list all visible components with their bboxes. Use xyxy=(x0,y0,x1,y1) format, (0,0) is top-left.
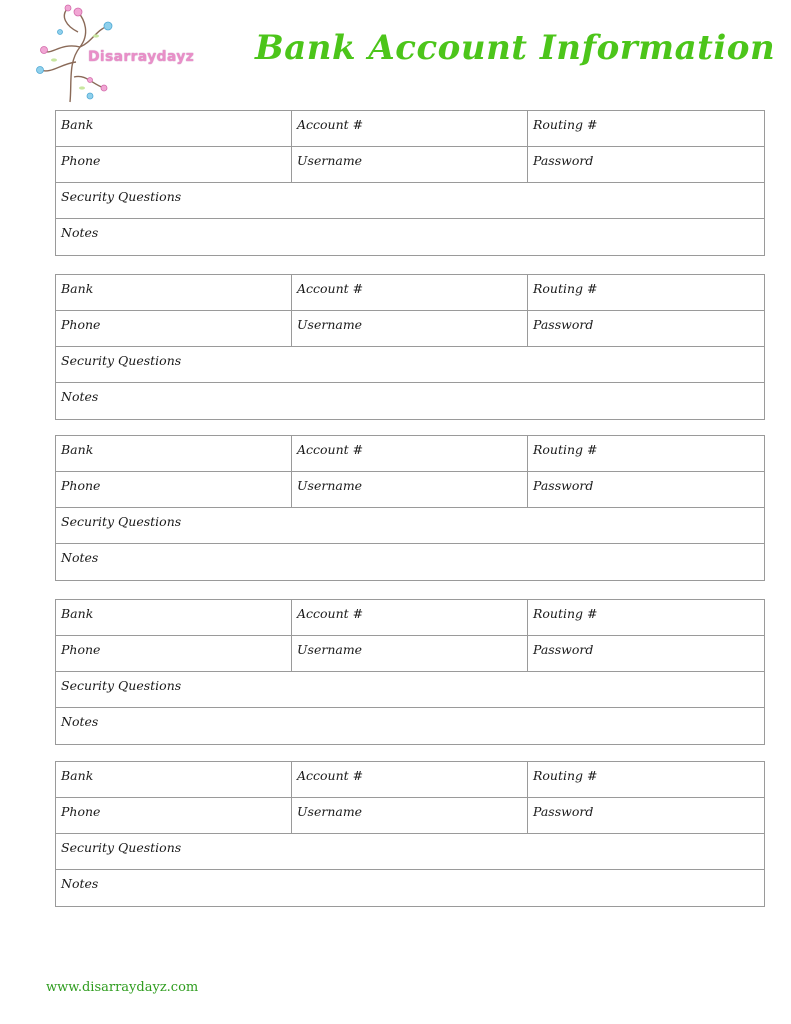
account-number-field[interactable]: Account # xyxy=(292,436,528,471)
account-row-2 xyxy=(56,636,764,672)
password-field[interactable]: Password xyxy=(533,642,594,657)
routing-number-field[interactable]: Routing # xyxy=(533,768,598,783)
password-field[interactable]: Password xyxy=(533,804,594,819)
account-block xyxy=(55,274,765,420)
account-row-2 xyxy=(56,311,764,347)
phone-field[interactable]: Phone xyxy=(56,472,292,507)
username-field[interactable]: Username xyxy=(292,798,528,833)
bank-field[interactable]: Bank xyxy=(56,111,292,146)
account-block xyxy=(55,110,765,256)
username-field[interactable]: Username xyxy=(292,636,528,671)
account-row-4 xyxy=(56,383,764,419)
notes-field[interactable]: Notes xyxy=(61,876,99,891)
security-questions-field[interactable]: Security Questions xyxy=(61,353,182,368)
page-title: Bank Account Information xyxy=(255,28,776,68)
username-field[interactable]: Username xyxy=(292,472,528,507)
account-number-field[interactable]: Account # xyxy=(292,275,528,310)
password-field[interactable]: Password xyxy=(533,153,594,168)
account-row-1 xyxy=(56,762,764,798)
bank-field[interactable]: Bank xyxy=(56,600,292,635)
routing-number-field[interactable]: Routing # xyxy=(533,442,598,457)
username-field[interactable]: Username xyxy=(292,147,528,182)
bank-field[interactable]: Bank xyxy=(56,762,292,797)
routing-number-field[interactable]: Routing # xyxy=(533,281,598,296)
account-row-1 xyxy=(56,275,764,311)
brand-name: Disarraydayz xyxy=(88,49,195,65)
account-row-4 xyxy=(56,219,764,255)
notes-field[interactable]: Notes xyxy=(61,225,99,240)
routing-number-field[interactable]: Routing # xyxy=(533,117,598,132)
phone-field[interactable]: Phone xyxy=(56,798,292,833)
notes-field[interactable]: Notes xyxy=(61,714,99,729)
security-questions-field[interactable]: Security Questions xyxy=(61,189,182,204)
account-row-2 xyxy=(56,472,764,508)
security-questions-field[interactable]: Security Questions xyxy=(61,840,182,855)
account-row-4 xyxy=(56,544,764,580)
account-block xyxy=(55,435,765,581)
brand-logo xyxy=(30,2,205,104)
security-questions-field[interactable]: Security Questions xyxy=(61,678,182,693)
security-questions-field[interactable]: Security Questions xyxy=(61,514,182,529)
bank-field[interactable]: Bank xyxy=(56,275,292,310)
account-row-4 xyxy=(56,870,764,906)
account-block xyxy=(55,761,765,907)
account-number-field[interactable]: Account # xyxy=(292,600,528,635)
account-row-4 xyxy=(56,708,764,744)
password-field[interactable]: Password xyxy=(533,478,594,493)
account-row-1 xyxy=(56,111,764,147)
account-row-2 xyxy=(56,147,764,183)
account-row-3 xyxy=(56,508,764,544)
phone-field[interactable]: Phone xyxy=(56,636,292,671)
phone-field[interactable]: Phone xyxy=(56,311,292,346)
account-row-3 xyxy=(56,183,764,219)
account-row-3 xyxy=(56,672,764,708)
bank-field[interactable]: Bank xyxy=(56,436,292,471)
username-field[interactable]: Username xyxy=(292,311,528,346)
account-row-2 xyxy=(56,798,764,834)
account-number-field[interactable]: Account # xyxy=(292,111,528,146)
account-row-3 xyxy=(56,347,764,383)
account-block xyxy=(55,599,765,745)
footer-url[interactable]: www.disarraydayz.com xyxy=(46,980,199,995)
notes-field[interactable]: Notes xyxy=(61,550,99,565)
notes-field[interactable]: Notes xyxy=(61,389,99,404)
account-row-3 xyxy=(56,834,764,870)
account-number-field[interactable]: Account # xyxy=(292,762,528,797)
password-field[interactable]: Password xyxy=(533,317,594,332)
phone-field[interactable]: Phone xyxy=(56,147,292,182)
routing-number-field[interactable]: Routing # xyxy=(533,606,598,621)
account-row-1 xyxy=(56,436,764,472)
account-row-1 xyxy=(56,600,764,636)
